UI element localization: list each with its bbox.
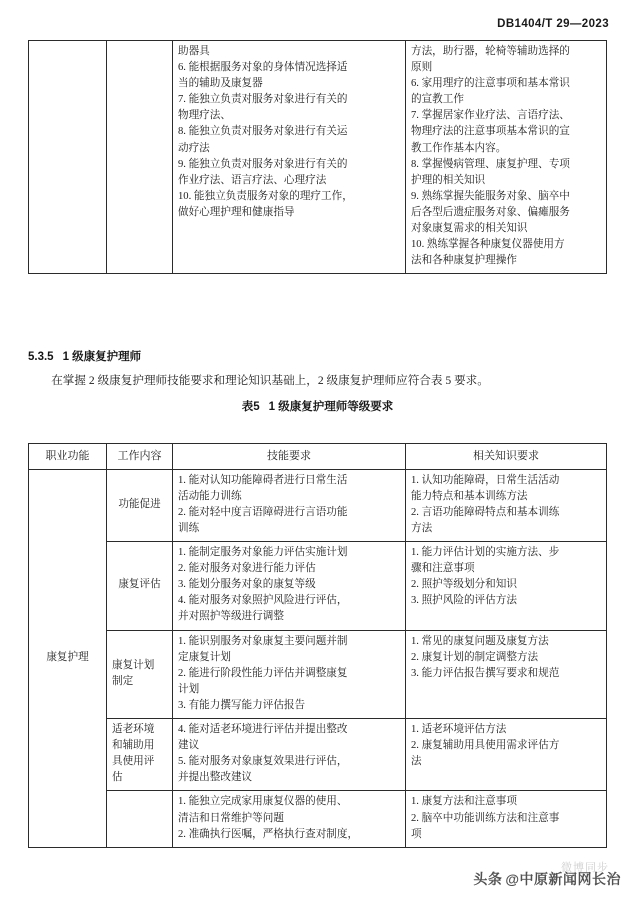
knowledge-line: 1. 常见的康复问题及康复方法 <box>411 635 549 647</box>
knowledge-line: 2. 言语功能障碍特点和基本训练 <box>411 506 560 518</box>
grade-requirements-table-container <box>28 443 607 848</box>
knowledge-line: 8. 掌握慢病管理、康复护理、专项 <box>411 158 570 170</box>
work-content-cell: 康复评估 <box>107 542 173 630</box>
watermark-ghost-text: 微博同步 <box>561 862 609 874</box>
skill-requirements-cell <box>173 791 406 847</box>
work-content-line: 制定 <box>112 675 134 687</box>
knowledge-line: 物理疗法的注意事项基本常识的宣 <box>411 126 570 138</box>
occupational-function-cell: 康复护理 <box>29 469 107 847</box>
skill-line: 1. 能对认知功能障碍者进行日常生活 <box>178 474 348 486</box>
knowledge-line: 2. 康复辅助用具使用需求评估方 <box>411 740 560 752</box>
knowledge-line: 3. 照护风险的评估方法 <box>411 595 517 607</box>
skill-line: 当的辅助及康复器 <box>178 78 263 90</box>
knowledge-line: 护理的相关知识 <box>411 174 486 186</box>
skill-line: 清洁和日常维护等问题 <box>178 812 284 824</box>
skill-line: 1. 能独立完成家用康复仪器的使用、 <box>178 796 348 808</box>
continued-requirements-table <box>28 40 607 274</box>
skill-requirements-cell <box>173 630 406 718</box>
skill-line: 9. 能独立负责对服务对象进行有关的 <box>178 158 348 170</box>
knowledge-requirements-cell <box>406 719 607 791</box>
column-header-knowledge-requirements: 相关知识要求 <box>406 444 607 470</box>
skill-line: 2. 能对轻中度言语障碍进行言语功能 <box>178 506 348 518</box>
skill-line: 助器具 <box>178 46 210 57</box>
source-watermark <box>473 869 621 889</box>
knowledge-line: 对象康复需求的相关知识 <box>411 223 528 235</box>
skill-line: 定康复计划 <box>178 651 231 663</box>
skill-line: 并对照护等级进行调整 <box>178 611 284 623</box>
skill-requirements-cell <box>173 542 406 630</box>
work-content-cell <box>107 791 173 847</box>
watermark-account: @中原新闻网长治 <box>505 871 621 887</box>
skill-line: 8. 能独立负责对服务对象进行有关运 <box>178 126 348 138</box>
table-row <box>29 719 607 791</box>
knowledge-line: 项 <box>411 828 422 840</box>
skill-line: 6. 能根据服务对象的身体情况选择适 <box>178 62 348 74</box>
column-header-occupational-function: 职业功能 <box>29 444 107 470</box>
table-row <box>29 542 607 630</box>
table-row <box>29 469 607 541</box>
knowledge-line: 2. 康复计划的制定调整方法 <box>411 651 539 663</box>
watermark-platform: 头条 <box>473 871 503 887</box>
knowledge-line: 3. 能力评估报告撰写要求和规范 <box>411 667 560 679</box>
work-content-cell <box>107 630 173 718</box>
skill-line: 动疗法 <box>178 142 210 154</box>
grade-requirements-table <box>28 443 607 848</box>
work-content-line: 估 <box>112 772 123 784</box>
knowledge-line: 骤和注意事项 <box>411 563 475 575</box>
skill-line: 建议 <box>178 740 200 752</box>
knowledge-line: 教工作作基本内容。 <box>411 142 507 154</box>
skill-line: 1. 能制定服务对象能力评估实施计划 <box>178 547 348 559</box>
work-content-line: 和辅助用 <box>112 740 155 752</box>
skill-line: 作业疗法、语言疗法、心理疗法 <box>178 174 327 186</box>
continued-skill-requirements-cell <box>173 41 406 274</box>
table-row <box>29 41 607 274</box>
table-row <box>29 630 607 718</box>
knowledge-line: 法和各种康复护理操作 <box>411 255 517 267</box>
skill-line: 物理疗法、 <box>178 110 231 122</box>
work-content-cell <box>107 719 173 791</box>
skill-line: 2. 能进行阶段性能力评估并调整康复 <box>178 667 348 679</box>
skill-line: 计划 <box>178 683 200 695</box>
table-header-row <box>29 444 607 470</box>
skill-line: 做好心理护理和健康指导 <box>178 206 295 218</box>
knowledge-line: 10. 熟练掌握各种康复仪器使用方 <box>411 239 565 251</box>
continued-knowledge-requirements-cell <box>406 41 607 274</box>
knowledge-line: 后各型后遗症服务对象、偏瘫服务 <box>411 206 570 218</box>
skill-line: 3. 能划分服务对象的康复等级 <box>178 579 316 591</box>
work-content-line: 适老环境 <box>112 724 155 736</box>
section-title: 1 级康复护理师 <box>62 351 142 363</box>
column-header-work-content: 工作内容 <box>107 444 173 470</box>
knowledge-line: 1. 康复方法和注意事项 <box>411 796 517 808</box>
knowledge-line: 1. 认知功能障碍，日常生活活动 <box>411 474 560 486</box>
skill-line: 2. 准确执行医嘱，严格执行查对制度， <box>178 828 359 840</box>
work-content-line: 具使用评 <box>112 756 155 768</box>
knowledge-line: 方法 <box>411 523 433 534</box>
knowledge-line: 1. 能力评估计划的实施方法、步 <box>411 547 560 559</box>
column-header-skill-requirements: 技能要求 <box>173 444 406 470</box>
continued-table-container <box>28 40 607 274</box>
knowledge-line: 1. 适老环境评估方法 <box>411 724 507 736</box>
skill-requirements-cell <box>173 469 406 541</box>
knowledge-line: 的宣教工作 <box>411 94 464 106</box>
skill-line: 10. 能独立负责服务对象的理疗工作， <box>178 190 353 202</box>
knowledge-requirements-cell <box>406 469 607 541</box>
table-caption <box>0 398 635 414</box>
knowledge-line: 能力特点和基本训练方法 <box>411 490 528 502</box>
knowledge-line: 法 <box>411 756 422 768</box>
knowledge-requirements-cell <box>406 630 607 718</box>
knowledge-line: 方法，助行器，轮椅等辅助选择的 <box>411 46 570 57</box>
knowledge-line: 原则 <box>411 62 433 74</box>
section-number: 5.3.5 <box>28 351 54 363</box>
knowledge-requirements-cell <box>406 542 607 630</box>
document-standard-code: DB1404/T 29—2023 <box>497 18 609 30</box>
table-caption-number: 表5 <box>241 401 260 413</box>
work-content-cell: 功能促进 <box>107 469 173 541</box>
knowledge-line: 6. 家用理疗的注意事项和基本常识 <box>411 78 570 90</box>
knowledge-line: 2. 照护等级划分和知识 <box>411 579 517 591</box>
knowledge-line: 9. 熟练掌握失能服务对象、脑卒中 <box>411 190 570 202</box>
section-paragraph: 在掌握 2 级康复护理师技能要求和理论知识基础上，2 级康复护理师应符合表 5 要求。 <box>51 374 489 387</box>
skill-line: 2. 能对服务对象进行能力评估 <box>178 563 316 575</box>
skill-line: 1. 能识别服务对象康复主要问题并制 <box>178 635 348 647</box>
skill-line: 训练 <box>178 523 200 534</box>
skill-line: 3. 有能力撰写能力评估报告 <box>178 699 306 711</box>
skill-line: 5. 能对服务对象康复效果进行评估， <box>178 756 348 768</box>
continued-work-content-cell <box>107 41 173 274</box>
table-row <box>29 791 607 847</box>
skill-line: 活动能力训练 <box>178 490 242 502</box>
knowledge-line: 2. 脑卒中功能训练方法和注意事 <box>411 812 560 824</box>
skill-requirements-cell <box>173 719 406 791</box>
table-caption-title: 1 级康复护理师等级要求 <box>268 401 394 413</box>
section-heading <box>28 348 141 364</box>
continued-occupational-function-cell <box>29 41 107 274</box>
skill-line: 7. 能独立负责对服务对象进行有关的 <box>178 94 348 106</box>
skill-line: 4. 能对适老环境进行评估并提出整改 <box>178 724 348 736</box>
work-content-line: 康复计划 <box>112 659 155 671</box>
skill-line: 4. 能对服务对象照护风险进行评估， <box>178 595 348 607</box>
skill-line: 并提出整改建议 <box>178 772 253 784</box>
knowledge-line: 7. 掌握居家作业疗法、言语疗法、 <box>411 110 570 122</box>
knowledge-requirements-cell <box>406 791 607 847</box>
